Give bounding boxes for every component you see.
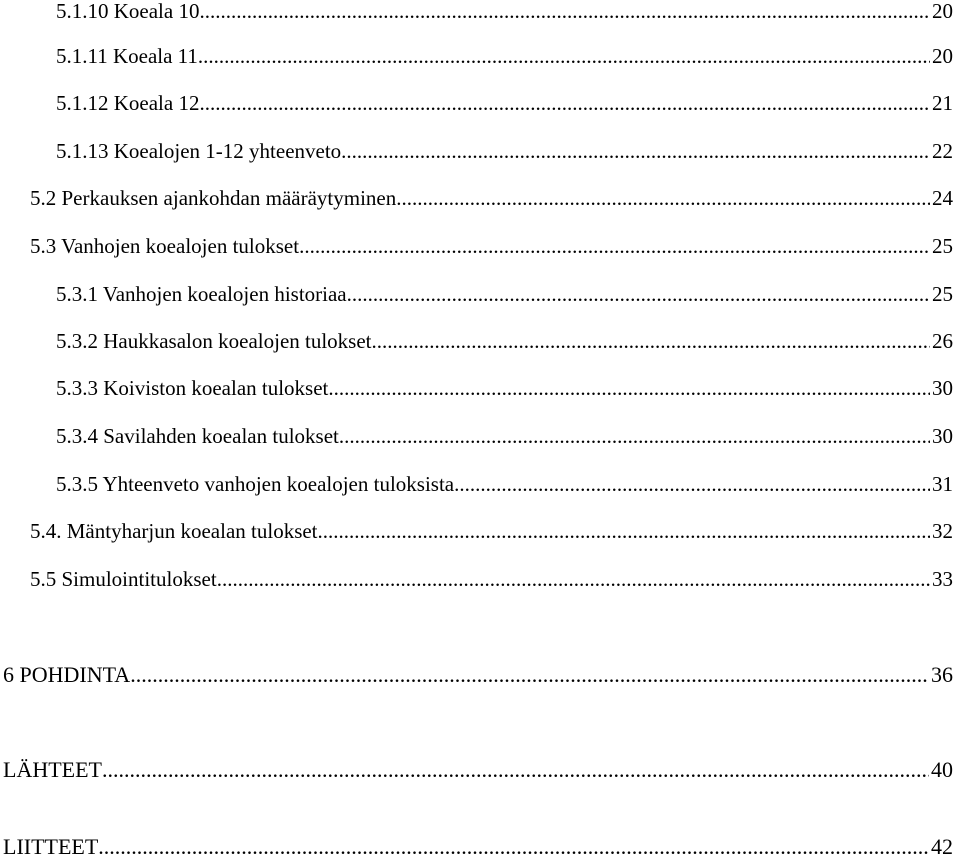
toc-leader-dots [318,516,930,546]
toc-entry-title: LÄHTEET [3,757,102,782]
toc-entry-page: 32 [932,519,953,543]
toc-entry [3,755,953,785]
toc-entry [56,326,953,356]
toc-entry [3,832,953,862]
toc-leader-dots [396,183,930,213]
toc-entry-page: 24 [932,186,953,210]
toc-entry [30,564,953,594]
toc-entry-title: 5.3.2 Haukkasalon koealojen tulokset [56,329,372,353]
toc-entry [30,231,953,261]
toc-entry-title: 5.3.5 Yhteenveto vanhojen koealojen tuloksista [56,472,455,496]
toc-leader-dots [102,755,929,785]
toc-entry-page: 42 [931,834,953,859]
toc-entry-page: 31 [932,472,953,496]
toc-entry-title: 5.2 Perkauksen ajankohdan määräytyminen [30,186,397,210]
toc-entry-title: 5.3.3 Koiviston koealan tulokset [56,376,329,400]
toc-leader-dots [346,136,930,166]
toc-entry-title: 5.3 Vanhojen koealojen tulokset [30,234,300,258]
toc-entry [56,469,953,499]
toc-leader-dots [339,421,930,451]
toc-entry [56,88,953,118]
toc-entry-page: 20 [932,44,953,68]
toc-entry-title: 5.5 Simulointitulokset [30,567,217,591]
toc-entry-title: 5.1.10 Koeala 10. [56,0,205,23]
toc-entry-page: 30 [932,376,953,400]
toc-entry-title: 5.3.4 Savilahden koealan tulokset [56,424,339,448]
toc-entry-title: LIITTEET [3,834,99,859]
toc-entry [3,660,953,690]
toc-leader-dots [130,660,929,690]
toc-leader-dots [203,41,930,71]
toc-entry [56,41,953,71]
toc-leader-dots [347,279,930,309]
toc-entry-page: 21 [932,91,953,115]
toc-entry-title: 6 POHDINTA [3,662,131,687]
toc-entry [56,373,953,403]
toc-entry-page: 30 [932,424,953,448]
toc-entry-page: 26 [932,329,953,353]
toc-leader-dots [205,0,930,26]
toc-entry-title: 5.1.13 Koealojen 1-12 yhteenveto. [56,139,347,163]
toc-entry-title: 5.4. Mäntyharjun koealan tulokset [30,519,318,543]
toc-leader-dots [299,231,930,261]
toc-entry [56,0,953,26]
toc-entry-page: 40 [931,757,953,782]
toc-entry-page: 33 [932,567,953,591]
toc-entry-page: 22 [932,139,953,163]
toc-leader-dots [454,469,930,499]
toc-entry-title: 5.1.12 Koeala 12. [56,91,205,115]
toc-entry [30,516,953,546]
toc-entry-title: 5.3.1 Vanhojen koealojen historiaa [56,282,347,306]
toc-entry [56,136,953,166]
toc-entry-title: 5.1.11 Koeala 11. [56,44,204,68]
toc-entry-page: 25 [932,234,953,258]
toc-entry-page: 25 [932,282,953,306]
toc-leader-dots [98,832,929,862]
toc-entry [30,183,953,213]
toc-leader-dots [328,373,930,403]
toc-leader-dots [372,326,930,356]
toc-entry-page: 20 [932,0,953,23]
toc-leader-dots [217,564,930,594]
toc-entry [56,279,953,309]
toc-entry [56,421,953,451]
toc-leader-dots [205,88,930,118]
toc-entry-page: 36 [931,662,953,687]
